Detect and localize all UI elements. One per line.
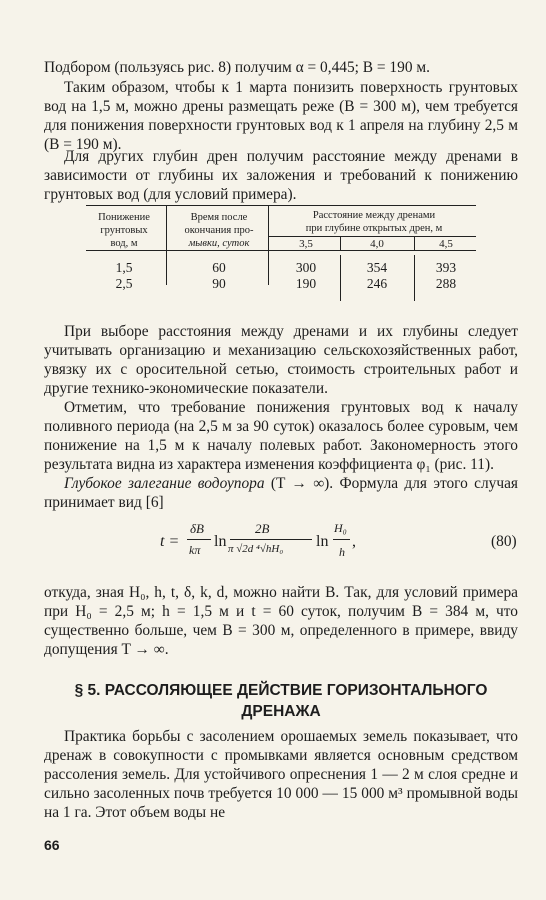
paragraph-result-comparison: откуда, зная H₀, h, t, δ, k, d, можно найти B. Так, для условий примера при H₀ = 2,5 м; h = 1,5 м и t = 60 суток, получим B = 384 м, что существенно больше, чем B = 300 м, определенного в примере, ввиду допущения T → ∞. <box>44 584 518 658</box>
table-cell: 246 <box>366 276 388 291</box>
table-header-distance: Расстояние между дренами при глубине открытых дрен, м <box>305 210 443 234</box>
table-cell: 354 <box>366 260 388 275</box>
table-cell: 2,5 <box>115 276 133 291</box>
formula-frac3-num: H₀ <box>334 521 347 535</box>
section-title: § 5. РАССОЛЯЮЩЕЕ ДЕЙСТВИЕ ГОРИЗОНТАЛЬНОГО ДРЕНАЖА <box>74 682 488 720</box>
table-cell: 300 <box>295 260 317 275</box>
table-cell: 60 <box>212 260 226 275</box>
paragraph-selection-criteria: При выборе расстояния между дренами и их глубины следует учитывать организацию и механизацию сельскохозяйственных работ, увязку их с оросительной сетью, стоимость строительных работ и другие технико-экономические показатели. <box>44 323 518 397</box>
paragraph-selection-result: Подбором (пользуясь рис. 8) получим α = 0,445; B = 190 м. <box>44 59 430 76</box>
formula-frac2-den: π √2d ⁴√hH₀ <box>228 543 284 555</box>
formula-80: t = δB kπ ln 2B π √2d ⁴√hH₀ ln H₀ h , (80) <box>160 521 517 559</box>
table-cell: 393 <box>435 260 457 275</box>
table-header-lowering: Понижение грунтовых вод, м <box>98 212 150 249</box>
paragraph-irrigation-requirement: Отметим, что требование понижения грунтовых вод к началу поливного периода (на 2,5 м за 90 суток) оказалось более суровым, чем понижение на 1,5 м к началу полевых работ. Закономерность этого результата видна из характера изменения коэффициента φ₁ (рис. 11). <box>44 399 518 473</box>
table-cell: 90 <box>212 276 226 291</box>
paragraph-deep-aquitard: Глубокое залегание водоупора (T → ∞). Формула для этого случая принимает вид [6] <box>44 475 518 511</box>
formula-number: (80) <box>491 533 517 550</box>
page-number: 66 <box>44 837 60 853</box>
formula-ln-1: ln <box>214 533 227 550</box>
formula-frac1-num: δB <box>190 521 204 536</box>
table-top-rule <box>86 205 476 206</box>
formula-frac3-den: h <box>339 545 345 559</box>
paragraph-other-depths: Для других глубин дрен получим расстояние между дренами в зависимости от глубины их заложения и требований к понижению грунтовых вод (для условий примера). <box>44 148 518 203</box>
paragraph-salt-leaching: Практика борьбы с засолением орошаемых земель показывает, что дренаж в совокупности с промывками является основным средством рассоления земель. Для устойчивого опреснения 1 — 2 м слоя средне и сильно засоленных почв требуется 10 000 — 15 000 м³ промывной воды на 1 га. Этот объем воды не <box>44 728 518 821</box>
table-header-rule <box>86 250 476 251</box>
paragraph-drain-spacing-conclusion: Таким образом, чтобы к 1 марта понизить поверхность грунтовых вод на 1,5 м, можно дрены размещать реже (B = 300 м), чем требуется для понижения поверхности грунтовых вод к 1 апреля на глубину 2,5 м (B = 190 м). <box>44 79 518 153</box>
formula-lhs: t = <box>160 533 180 550</box>
table-depth-3-5: 3,5 <box>299 238 313 250</box>
formula-frac2-num: 2B <box>255 521 270 536</box>
formula-ln-2: ln <box>316 533 329 550</box>
table-depth-4-0: 4,0 <box>370 238 384 250</box>
formula-frac1-den: kπ <box>189 543 201 557</box>
table-header-time: Время после окончания про- мывки, суток <box>184 212 254 249</box>
table-depth-4-5: 4,5 <box>439 238 453 250</box>
table-cell: 1,5 <box>115 260 133 275</box>
table-cell: 190 <box>295 276 317 291</box>
table-cell: 288 <box>435 276 457 291</box>
